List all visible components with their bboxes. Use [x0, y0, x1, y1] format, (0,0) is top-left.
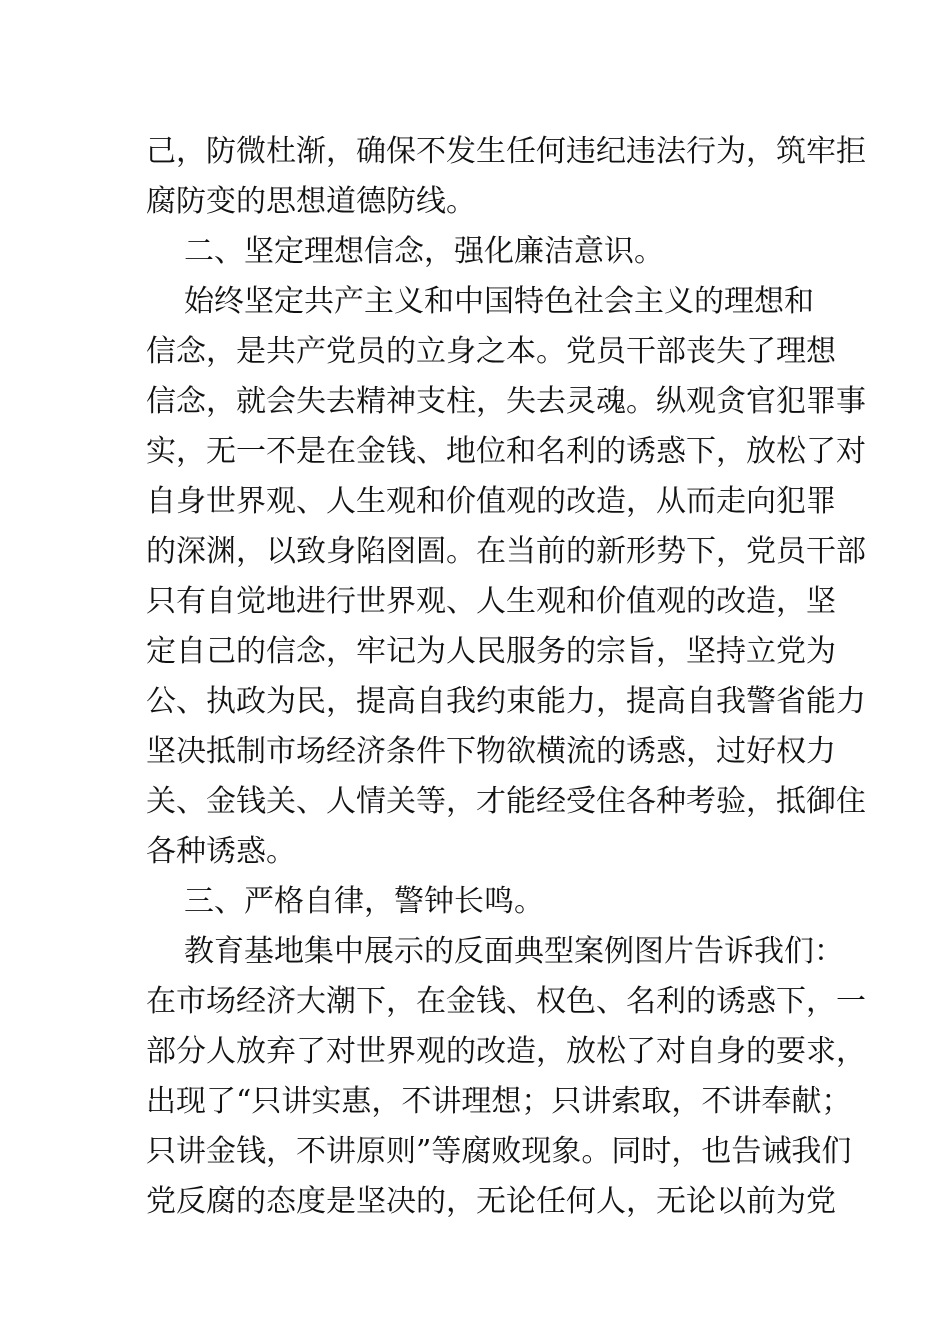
text-line: 教育基地集中展示的反面典型案例图片告诉我们： [184, 934, 844, 969]
text-line: 只有自觉地进行世界观、人生观和价值观的改造，坚 [146, 584, 836, 619]
text-line: 定自己的信念，牢记为人民服务的宗旨，坚持立党为 [146, 634, 836, 669]
text-line: 腐防变的思想道德防线。 [146, 184, 476, 219]
text-line: 公、执政为民，提高自我约束能力，提高自我警省能力 [146, 684, 866, 719]
text-line: 己，防微杜渐，确保不发生任何违纪违法行为，筑牢拒 [146, 134, 866, 169]
text-line: 党反腐的态度是坚决的，无论任何人，无论以前为党 [146, 1184, 836, 1219]
text-line: 信念，就会失去精神支柱，失去灵魂。纵观贪官犯罪事 [146, 384, 866, 419]
text-line: 在市场经济大潮下，在金钱、权色、名利的诱惑下，一 [146, 984, 866, 1019]
text-line: 的深渊，以致身陷囹圄。在当前的新形势下，党员干部 [146, 534, 866, 569]
section-heading: 三、严格自律，警钟长鸣。 [184, 884, 544, 919]
text-line: 关、金钱关、人情关等，才能经受住各种考验，抵御住 [146, 784, 866, 819]
text-line: 坚决抵制市场经济条件下物欲横流的诱惑，过好权力 [146, 734, 836, 769]
section-heading: 二、坚定理想信念，强化廉洁意识。 [184, 234, 664, 269]
text-line: 各种诱惑。 [146, 834, 296, 869]
text-line: 出现了“只讲实惠，不讲理想；只讲索取，不讲奉献； [146, 1084, 852, 1119]
text-line: 实，无一不是在金钱、地位和名利的诱惑下，放松了对 [146, 434, 866, 469]
text-line: 始终坚定共产主义和中国特色社会主义的理想和 [184, 284, 814, 319]
text-line: 部分人放弃了对世界观的改造，放松了对自身的要求， [146, 1034, 866, 1069]
text-line: 自身世界观、人生观和价值观的改造，从而走向犯罪 [146, 484, 836, 519]
text-line: 信念，是共产党员的立身之本。党员干部丧失了理想 [146, 334, 836, 369]
text-line: 只讲金钱，不讲原则”等腐败现象。同时，也告诫我们 [146, 1134, 852, 1169]
